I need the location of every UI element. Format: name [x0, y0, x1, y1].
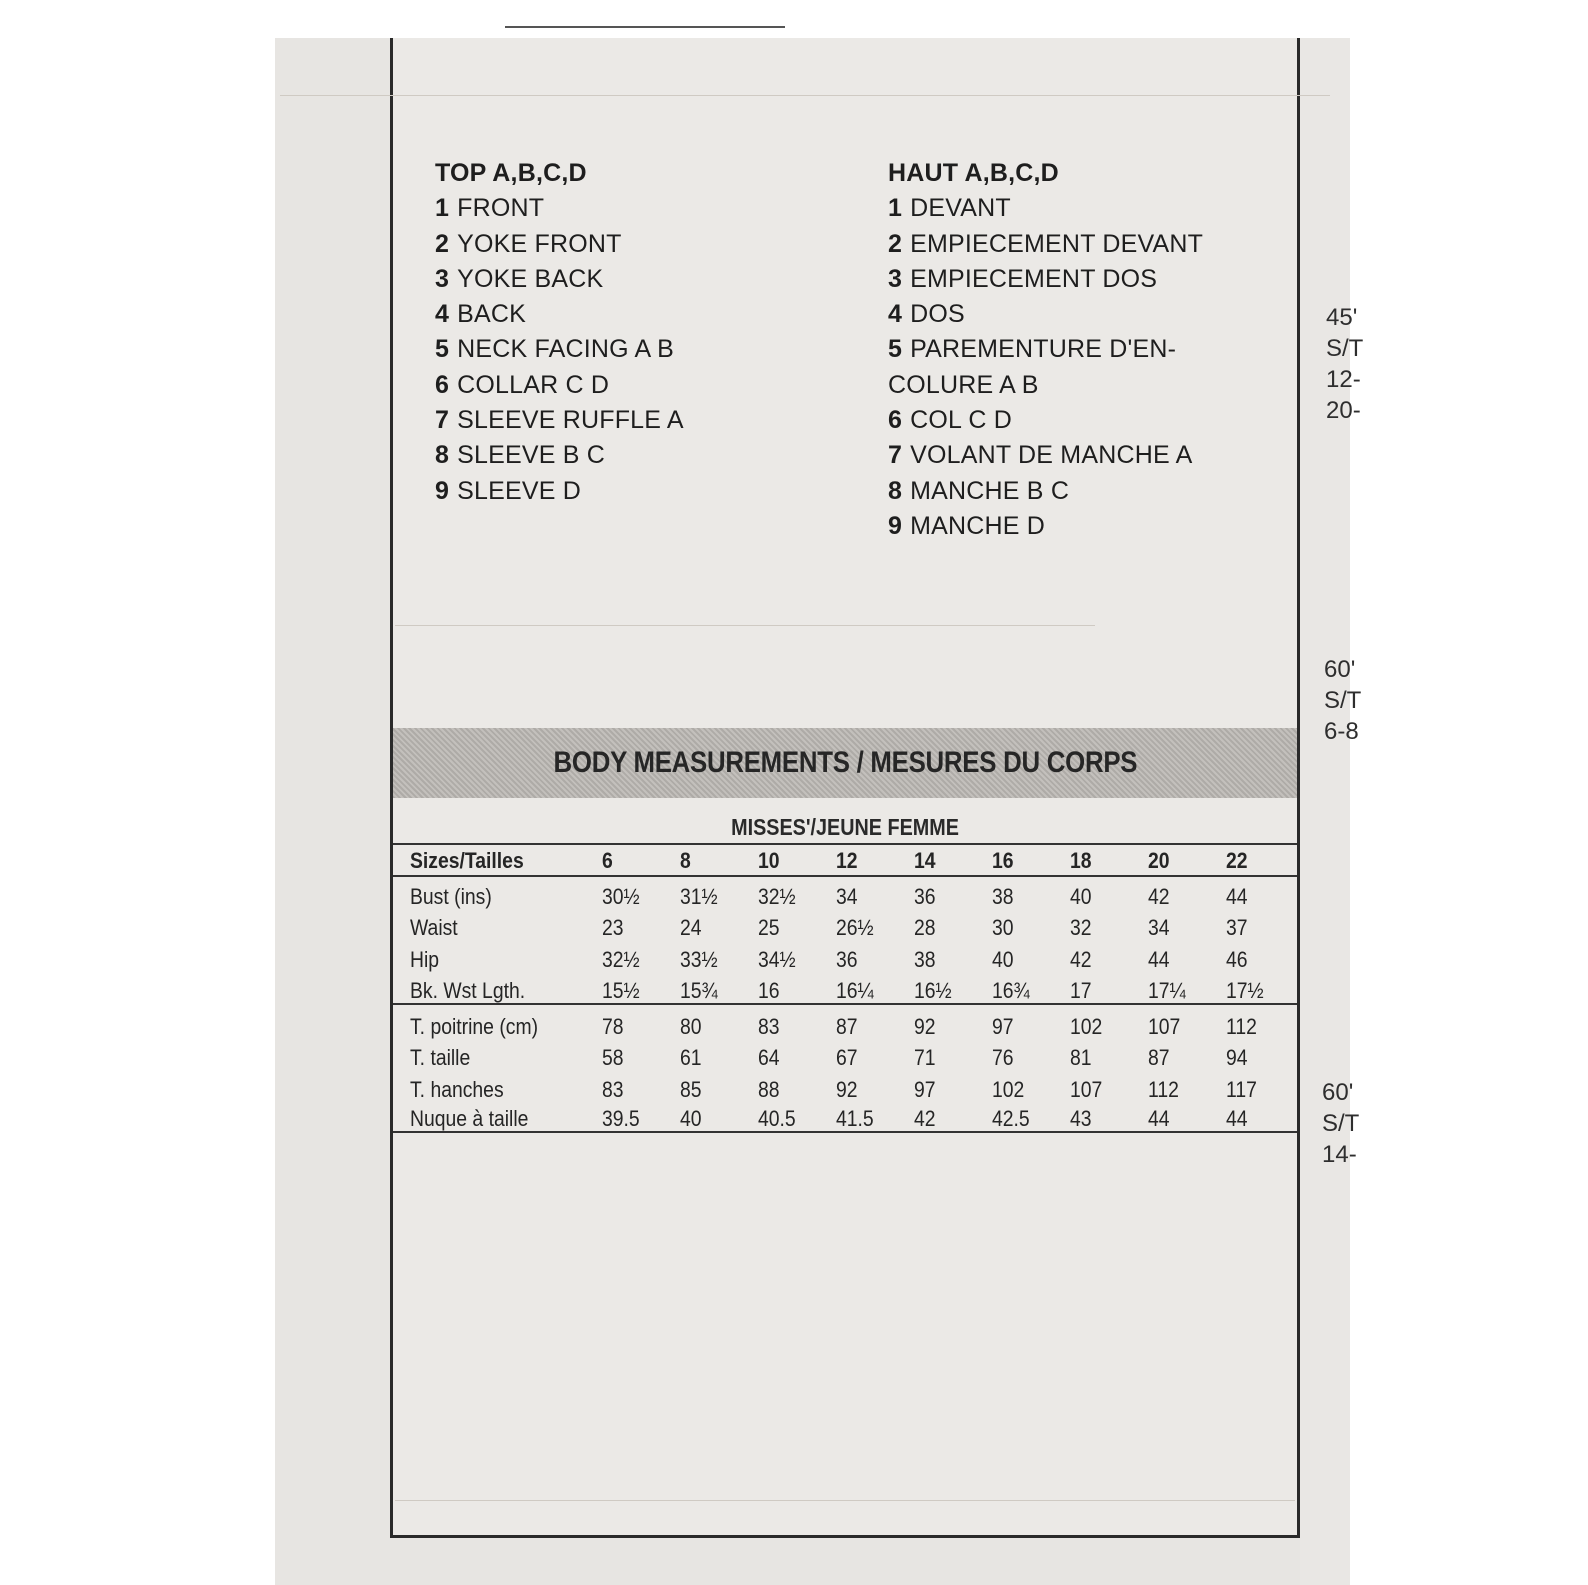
pattern-pieces-french — [888, 156, 1248, 544]
table-cell-text: 117 — [1226, 1076, 1257, 1102]
piece-label: VOLANT DE MANCHE A — [910, 441, 1193, 470]
table-cell-text: 40 — [1070, 883, 1092, 909]
row-label — [410, 1106, 602, 1132]
table-cell-text: 30½ — [602, 883, 640, 909]
table-cell — [1070, 1106, 1148, 1132]
piece-number: 4 — [888, 300, 903, 329]
piece-item — [888, 262, 1248, 297]
row-label-text: Hip — [410, 946, 440, 972]
table-cell-text: 15¾ — [680, 978, 718, 1004]
table-cell — [602, 1074, 680, 1106]
adjacent-page-strip — [1300, 38, 1350, 1585]
table-cell-text: 40.5 — [758, 1105, 796, 1131]
edge-fragment-block-3 — [1322, 1077, 1359, 1170]
table-row — [410, 1043, 1304, 1075]
table-cell — [680, 1106, 758, 1132]
table-cell-text: 42 — [914, 1105, 936, 1131]
table-cell — [836, 913, 914, 945]
row-label-text: Bust (ins) — [410, 883, 492, 909]
table-cell — [1070, 1043, 1148, 1075]
table-cell — [602, 877, 680, 913]
table-cell — [1148, 1106, 1226, 1132]
pieces-heading: TOP A,B,C,D — [435, 159, 587, 187]
table-cell — [914, 1074, 992, 1106]
table-cell-text: 37 — [1226, 915, 1248, 941]
body-measurements-band — [393, 728, 1297, 798]
size-header-cell — [914, 845, 992, 877]
piece-number: 5 — [435, 335, 450, 364]
table-cell-text: 40 — [680, 1105, 702, 1131]
table-row — [410, 1007, 1304, 1043]
table-cell-text: 71 — [914, 1045, 936, 1071]
piece-label: SLEEVE D — [457, 476, 581, 505]
table-cell — [1070, 877, 1148, 913]
table-cell — [680, 944, 758, 976]
table-cell — [1226, 1106, 1304, 1132]
piece-number: 8 — [888, 476, 903, 505]
piece-number: 1 — [888, 194, 903, 223]
table-cell — [914, 944, 992, 976]
size-header-cell — [680, 845, 758, 877]
table-cell — [914, 976, 992, 1008]
table-row — [410, 1074, 1304, 1106]
piece-item — [888, 438, 1248, 473]
table-cell-text: 16½ — [914, 978, 952, 1004]
piece-number: 1 — [435, 194, 450, 223]
edge-fragment: 45' — [1326, 304, 1358, 331]
table-cell-text: 17½ — [1226, 978, 1264, 1004]
table-cell-text: 107 — [1148, 1013, 1181, 1039]
table-cell — [758, 976, 836, 1008]
edge-fragment: 60' — [1324, 656, 1356, 683]
table-cell — [1148, 877, 1226, 913]
table-cell-text: 92 — [836, 1076, 858, 1102]
row-label — [410, 976, 602, 1008]
table-cell-text: 42 — [1148, 883, 1170, 909]
table-cell — [992, 1007, 1070, 1043]
size-header-cell — [602, 845, 680, 877]
table-cell — [680, 1074, 758, 1106]
piece-label: YOKE FRONT — [457, 229, 622, 258]
table-cell-text: 36 — [836, 946, 858, 972]
table-cell — [758, 1106, 836, 1132]
piece-number: 7 — [435, 406, 450, 435]
size-header-cell-text: 6 — [602, 848, 613, 873]
piece-label: EMPIECEMENT DEVANT — [910, 229, 1204, 258]
table-cell-text: 46 — [1226, 946, 1248, 972]
table-cell — [836, 1007, 914, 1043]
body-measurements-title: BODY MEASUREMENTS / MESURES DU CORPS — [553, 746, 1137, 779]
table-cell-text: 15½ — [602, 978, 640, 1004]
table-cell-text: 83 — [602, 1076, 624, 1102]
row-label — [410, 1074, 602, 1106]
table-cell — [836, 944, 914, 976]
row-label-text: T. hanches — [410, 1076, 504, 1102]
edge-fragment-block-1 — [1326, 302, 1363, 426]
row-label — [410, 913, 602, 945]
table-cell-text: 38 — [992, 883, 1014, 909]
table-cell-text: 112 — [1148, 1076, 1179, 1102]
table-cell — [1070, 976, 1148, 1008]
edge-fragment: S/T — [1326, 335, 1364, 362]
piece-label: COLURE A B — [888, 370, 1039, 399]
size-header-label-text: Sizes/Tailles — [410, 848, 524, 873]
piece-item — [435, 227, 855, 262]
size-group-title: MISSES'/JEUNE FEMME — [731, 814, 959, 840]
table-cell — [758, 877, 836, 913]
edge-fragment: 6-8 — [1324, 718, 1359, 745]
piece-number: 5 — [888, 335, 903, 364]
piece-number: 9 — [435, 476, 450, 505]
table-cell-text: 61 — [680, 1045, 702, 1071]
table-cell — [680, 976, 758, 1008]
ghost-line — [280, 95, 1330, 96]
size-header-cell-text: 22 — [1226, 848, 1248, 873]
table-cell — [1226, 944, 1304, 976]
row-label-text: Waist — [410, 915, 458, 941]
table-cell — [1148, 944, 1226, 976]
pieces-heading: HAUT A,B,C,D — [888, 159, 1059, 187]
top-rule — [505, 26, 785, 34]
table-cell — [914, 877, 992, 913]
table-cell — [680, 1043, 758, 1075]
table-cell — [992, 1074, 1070, 1106]
piece-label: SLEEVE B C — [457, 441, 606, 470]
size-header-cell-text: 10 — [758, 848, 780, 873]
table-cell — [1226, 1074, 1304, 1106]
table-row — [410, 1106, 1304, 1132]
table-cell — [1226, 1007, 1304, 1043]
piece-label: SLEEVE RUFFLE A — [457, 406, 684, 435]
table-row — [410, 913, 1304, 945]
table-cell-text: 34 — [836, 883, 858, 909]
edge-fragment: 20- — [1326, 397, 1361, 424]
table-cell-text: 102 — [992, 1076, 1025, 1102]
table-cell — [1148, 976, 1226, 1008]
table-cell — [680, 913, 758, 945]
table-cell — [914, 1043, 992, 1075]
table-cell-text: 44 — [1148, 946, 1170, 972]
table-cell-text: 34 — [1148, 915, 1170, 941]
size-header-cell-text: 12 — [836, 848, 858, 873]
piece-item — [888, 509, 1248, 544]
piece-number: 6 — [435, 370, 450, 399]
table-cell — [602, 913, 680, 945]
table-cell — [1070, 1074, 1148, 1106]
table-cell-text: 23 — [602, 915, 624, 941]
table-cell — [1226, 913, 1304, 945]
edge-fragment-block-2 — [1324, 654, 1361, 747]
piece-item — [435, 368, 855, 403]
table-cell — [1070, 913, 1148, 945]
piece-label: DEVANT — [910, 194, 1011, 223]
table-cell-text: 30 — [992, 915, 1014, 941]
piece-number: 3 — [888, 264, 903, 293]
piece-number: 2 — [435, 229, 450, 258]
table-row — [410, 944, 1304, 976]
table-cell-text: 102 — [1070, 1013, 1103, 1039]
table-cell — [1148, 1007, 1226, 1043]
piece-label: NECK FACING A B — [457, 335, 675, 364]
table-cell — [992, 877, 1070, 913]
piece-item — [888, 191, 1248, 226]
table-cell-text: 97 — [992, 1013, 1014, 1039]
table-cell — [992, 1043, 1070, 1075]
table-cell-text: 16¾ — [992, 978, 1030, 1004]
table-cell — [836, 1043, 914, 1075]
table-cell-text: 39.5 — [602, 1105, 640, 1131]
table-cell-text: 94 — [1226, 1045, 1248, 1071]
piece-item — [888, 403, 1248, 438]
table-cell-text: 17 — [1070, 978, 1092, 1004]
piece-item — [435, 474, 855, 509]
table-cell — [1070, 944, 1148, 976]
table-cell-text: 32 — [1070, 915, 1092, 941]
table-cell-text: 42.5 — [992, 1105, 1030, 1131]
row-label — [410, 1043, 602, 1075]
table-cell — [1226, 877, 1304, 913]
table-cell-text: 32½ — [602, 946, 640, 972]
table-cell-text: 16¼ — [836, 978, 874, 1004]
piece-label: YOKE BACK — [457, 264, 604, 293]
piece-item — [888, 332, 1248, 367]
size-header-cell-text: 8 — [680, 848, 691, 873]
table-row — [410, 877, 1304, 913]
piece-label: MANCHE B C — [910, 476, 1070, 505]
table-cell — [602, 1007, 680, 1043]
table-cell-text: 40 — [992, 946, 1014, 972]
edge-fragment: 12- — [1326, 366, 1361, 393]
size-header-cell-text: 20 — [1148, 848, 1170, 873]
piece-label: COL C D — [910, 406, 1012, 435]
table-cell-text: 43 — [1070, 1105, 1092, 1131]
table-cell — [992, 944, 1070, 976]
table-cell-text: 88 — [758, 1076, 780, 1102]
piece-item-continuation — [888, 368, 1248, 403]
size-header-cell — [992, 845, 1070, 877]
piece-label: DOS — [910, 300, 965, 329]
row-label-text: Bk. Wst Lgth. — [410, 978, 526, 1004]
piece-number: 6 — [888, 406, 903, 435]
table-cell-text: 36 — [914, 883, 936, 909]
edge-fragment: S/T — [1324, 687, 1362, 714]
table-cell-text: 78 — [602, 1013, 624, 1039]
piece-label: MANCHE D — [910, 511, 1046, 540]
table-cell-text: 87 — [1148, 1045, 1170, 1071]
table-cell — [602, 976, 680, 1008]
piece-number: 3 — [435, 264, 450, 293]
table-cell — [758, 1043, 836, 1075]
table-cell-text: 41.5 — [836, 1105, 874, 1131]
table-cell-text: 87 — [836, 1013, 858, 1039]
table-cell-text: 25 — [758, 915, 780, 941]
piece-item — [435, 191, 855, 226]
piece-label: PAREMENTURE D'EN- — [910, 335, 1177, 364]
piece-item — [435, 297, 855, 332]
piece-item — [435, 438, 855, 473]
edge-fragment: S/T — [1322, 1110, 1360, 1137]
piece-item — [888, 474, 1248, 509]
pattern-pieces-english — [435, 156, 855, 509]
table-cell-text: 17¼ — [1148, 978, 1186, 1004]
piece-item — [435, 262, 855, 297]
piece-number: 7 — [888, 441, 903, 470]
size-header-cell — [836, 845, 914, 877]
table-cell-text: 38 — [914, 946, 936, 972]
row-label-text: Nuque à taille — [410, 1105, 529, 1131]
piece-item — [888, 227, 1248, 262]
table-cell-text: 85 — [680, 1076, 702, 1102]
table-cell — [992, 1106, 1070, 1132]
piece-item — [435, 403, 855, 438]
piece-number: 4 — [435, 300, 450, 329]
size-header-cell — [1070, 845, 1148, 877]
size-header-cell — [758, 845, 836, 877]
table-cell-text: 92 — [914, 1013, 936, 1039]
table-cell — [1148, 1043, 1226, 1075]
piece-label: EMPIECEMENT DOS — [910, 264, 1158, 293]
table-cell-text: 24 — [680, 915, 702, 941]
piece-number: 9 — [888, 511, 903, 540]
table-cell-text: 107 — [1070, 1076, 1103, 1102]
size-header-label — [410, 845, 602, 877]
table-cell — [758, 1007, 836, 1043]
table-cell-text: 28 — [914, 915, 936, 941]
size-header-cell — [1148, 845, 1226, 877]
table-cell — [680, 1007, 758, 1043]
table-cell-text: 44 — [1226, 1105, 1248, 1131]
table-cell-text: 76 — [992, 1045, 1014, 1071]
table-cell — [1148, 913, 1226, 945]
table-cell — [602, 1043, 680, 1075]
table-cell-text: 42 — [1070, 946, 1092, 972]
edge-fragment: 60' — [1322, 1079, 1354, 1106]
piece-number: 2 — [888, 229, 903, 258]
edge-fragment: 14- — [1322, 1141, 1357, 1168]
table-cell — [1226, 976, 1304, 1008]
row-label — [410, 1007, 602, 1043]
table-cell-text: 44 — [1148, 1105, 1170, 1131]
table-cell-text: 67 — [836, 1045, 858, 1071]
table-cell — [1148, 1074, 1226, 1106]
size-header-cell-text: 14 — [914, 848, 936, 873]
table-cell-text: 34½ — [758, 946, 796, 972]
table-cell — [914, 1106, 992, 1132]
table-cell — [758, 913, 836, 945]
piece-item — [888, 297, 1248, 332]
size-header-cell-text: 18 — [1070, 848, 1092, 873]
size-header-cell-text: 16 — [992, 848, 1014, 873]
table-cell-text: 16 — [758, 978, 780, 1004]
measurements-table — [410, 845, 1304, 1132]
size-header-cell — [1226, 845, 1304, 877]
table-cell-text: 26½ — [836, 915, 874, 941]
piece-label: FRONT — [457, 194, 545, 223]
piece-number: 8 — [435, 441, 450, 470]
table-cell-text: 33½ — [680, 946, 718, 972]
piece-label: COLLAR C D — [457, 370, 610, 399]
ghost-line — [395, 1500, 1295, 1501]
table-cell-text: 83 — [758, 1013, 780, 1039]
table-cell — [914, 1007, 992, 1043]
table-cell-text: 44 — [1226, 883, 1248, 909]
table-cell — [914, 913, 992, 945]
size-header-row — [410, 845, 1304, 877]
row-label-text: T. taille — [410, 1045, 471, 1071]
table-cell — [602, 944, 680, 976]
piece-item — [435, 332, 855, 367]
table-cell-text: 97 — [914, 1076, 936, 1102]
table-cell — [836, 976, 914, 1008]
table-cell-text: 81 — [1070, 1045, 1092, 1071]
table-cell — [836, 877, 914, 913]
table-cell — [1070, 1007, 1148, 1043]
table-cell-text: 64 — [758, 1045, 780, 1071]
table-cell-text: 112 — [1226, 1013, 1257, 1039]
table-cell-text: 58 — [602, 1045, 624, 1071]
table-cell — [1226, 1043, 1304, 1075]
table-cell — [992, 913, 1070, 945]
table-cell-text: 31½ — [680, 883, 718, 909]
row-label — [410, 877, 602, 913]
table-cell — [758, 1074, 836, 1106]
row-label-text: T. poitrine (cm) — [410, 1013, 539, 1039]
table-cell — [680, 877, 758, 913]
piece-label: BACK — [457, 300, 526, 329]
table-cell — [992, 976, 1070, 1008]
table-cell — [602, 1106, 680, 1132]
table-cell — [836, 1106, 914, 1132]
table-cell — [836, 1074, 914, 1106]
row-label — [410, 944, 602, 976]
table-cell-text: 80 — [680, 1013, 702, 1039]
table-cell — [758, 944, 836, 976]
ghost-line — [395, 625, 1095, 626]
table-row — [410, 976, 1304, 1008]
table-cell-text: 32½ — [758, 883, 796, 909]
